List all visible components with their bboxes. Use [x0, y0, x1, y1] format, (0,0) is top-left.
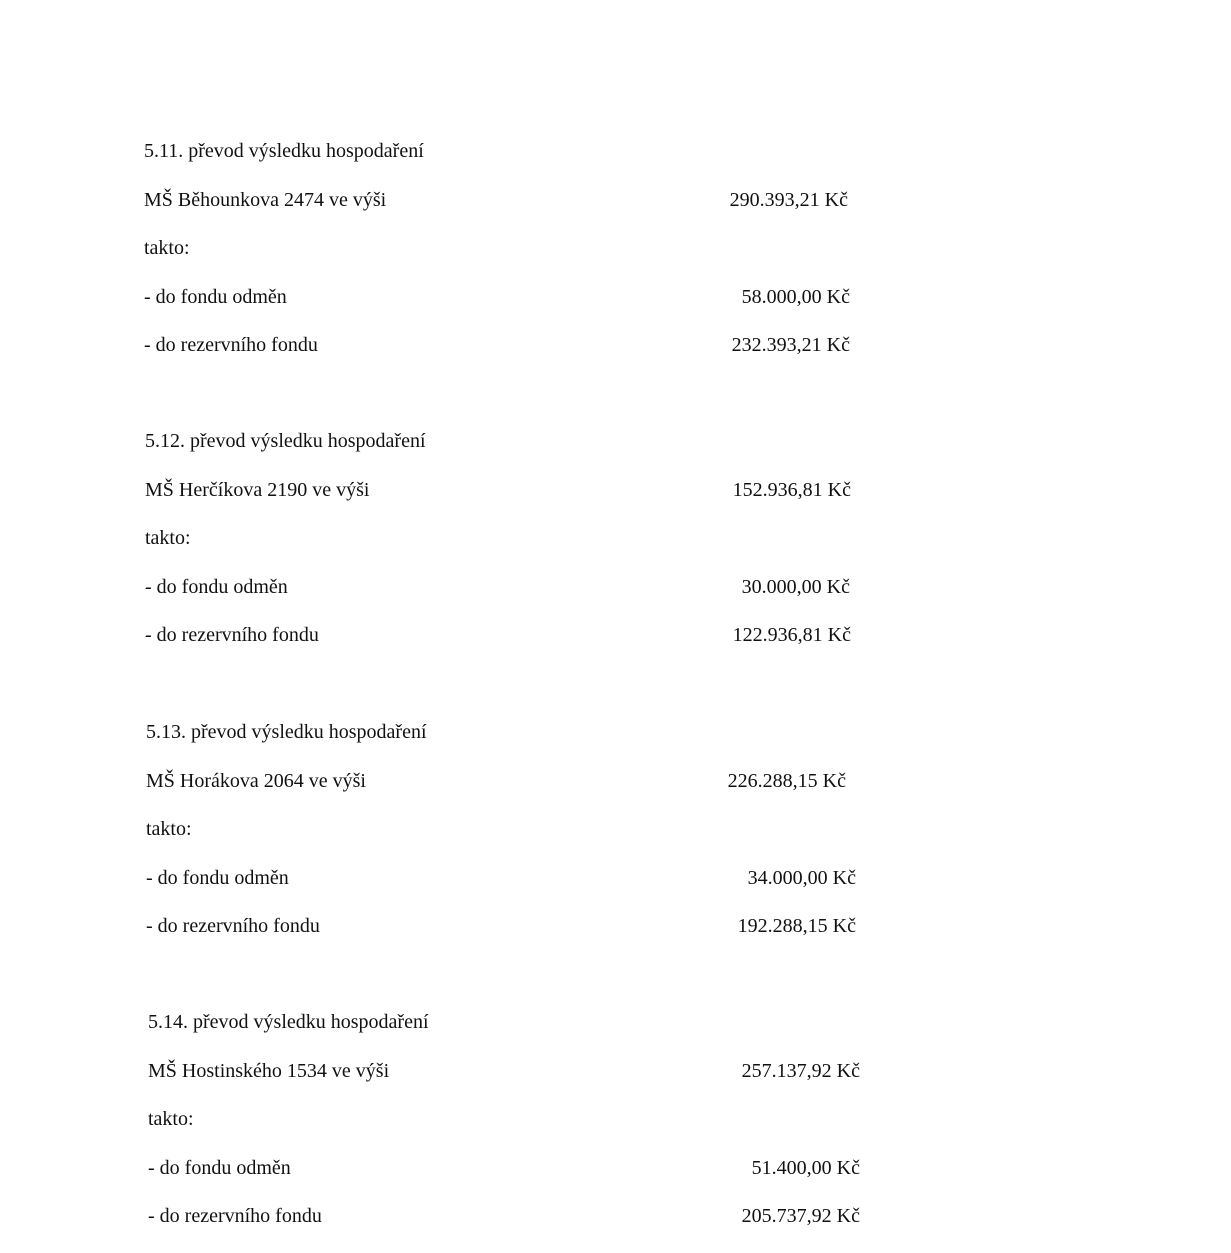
section-heading: 5.11. převod výsledku hospodaření [144, 140, 424, 162]
section-heading: 5.13. převod výsledku hospodaření [146, 721, 427, 743]
takto-row [144, 236, 864, 285]
reward-fund-label: - do fondu odměn [146, 866, 289, 889]
reserve-fund-label: - do rezervního fondu [145, 624, 319, 646]
section-heading: 5.12. převod výsledku hospodaření [145, 430, 426, 452]
section-heading-row [144, 139, 864, 188]
reward-fund-label: - do fondu odměn [144, 285, 287, 308]
reserve-fund-label: - do rezervního fondu [148, 1205, 322, 1227]
school-line: MŠ Běhounkova 2474 ve výši [144, 188, 387, 211]
total-amount: 290.393,21 Kč [729, 188, 848, 211]
reward-fund-row [144, 285, 864, 334]
reserve-fund-row [148, 1204, 868, 1253]
school-total-row [145, 478, 865, 527]
section-heading-row [145, 429, 865, 478]
reward-fund-amount: 34.000,00 Kč [747, 866, 856, 889]
school-line: MŠ Horákova 2064 ve výši [146, 769, 366, 792]
school-line: MŠ Herčíkova 2190 ve výši [145, 478, 370, 501]
section-heading: 5.14. převod výsledku hospodaření [148, 1011, 429, 1033]
reward-fund-amount: 30.000,00 Kč [741, 575, 850, 598]
reserve-fund-row [146, 914, 866, 963]
reserve-fund-amount: 192.288,15 Kč [737, 915, 856, 937]
section-5-13 [146, 720, 866, 963]
reserve-fund-amount: 122.936,81 Kč [732, 624, 851, 646]
section-5-12 [145, 429, 865, 672]
takto-label: takto: [148, 1108, 194, 1130]
school-total-row [144, 188, 864, 237]
takto-row [145, 526, 865, 575]
reward-fund-row [146, 866, 866, 915]
total-amount: 152.936,81 Kč [732, 478, 851, 501]
reserve-fund-label: - do rezervního fondu [144, 334, 318, 356]
reward-fund-row [145, 575, 865, 624]
takto-label: takto: [146, 818, 192, 840]
reserve-fund-label: - do rezervního fondu [146, 915, 320, 937]
section-5-11 [144, 139, 864, 382]
takto-label: takto: [145, 527, 191, 549]
section-5-14 [148, 1010, 868, 1253]
school-line: MŠ Hostinského 1534 ve výši [148, 1059, 390, 1082]
section-heading-row [148, 1010, 868, 1059]
total-amount: 226.288,15 Kč [727, 769, 846, 792]
takto-label: takto: [144, 237, 190, 259]
total-amount: 257.137,92 Kč [741, 1059, 860, 1082]
school-total-row [148, 1059, 868, 1108]
reward-fund-amount: 51.400,00 Kč [751, 1156, 860, 1179]
reward-fund-amount: 58.000,00 Kč [741, 285, 850, 308]
school-total-row [146, 769, 866, 818]
reserve-fund-row [145, 623, 865, 672]
reward-fund-label: - do fondu odměn [145, 575, 288, 598]
takto-row [148, 1107, 868, 1156]
reward-fund-label: - do fondu odměn [148, 1156, 291, 1179]
section-heading-row [146, 720, 866, 769]
reserve-fund-row [144, 333, 864, 382]
reward-fund-row [148, 1156, 868, 1205]
reserve-fund-amount: 232.393,21 Kč [731, 334, 850, 356]
reserve-fund-amount: 205.737,92 Kč [741, 1205, 860, 1227]
takto-row [146, 817, 866, 866]
